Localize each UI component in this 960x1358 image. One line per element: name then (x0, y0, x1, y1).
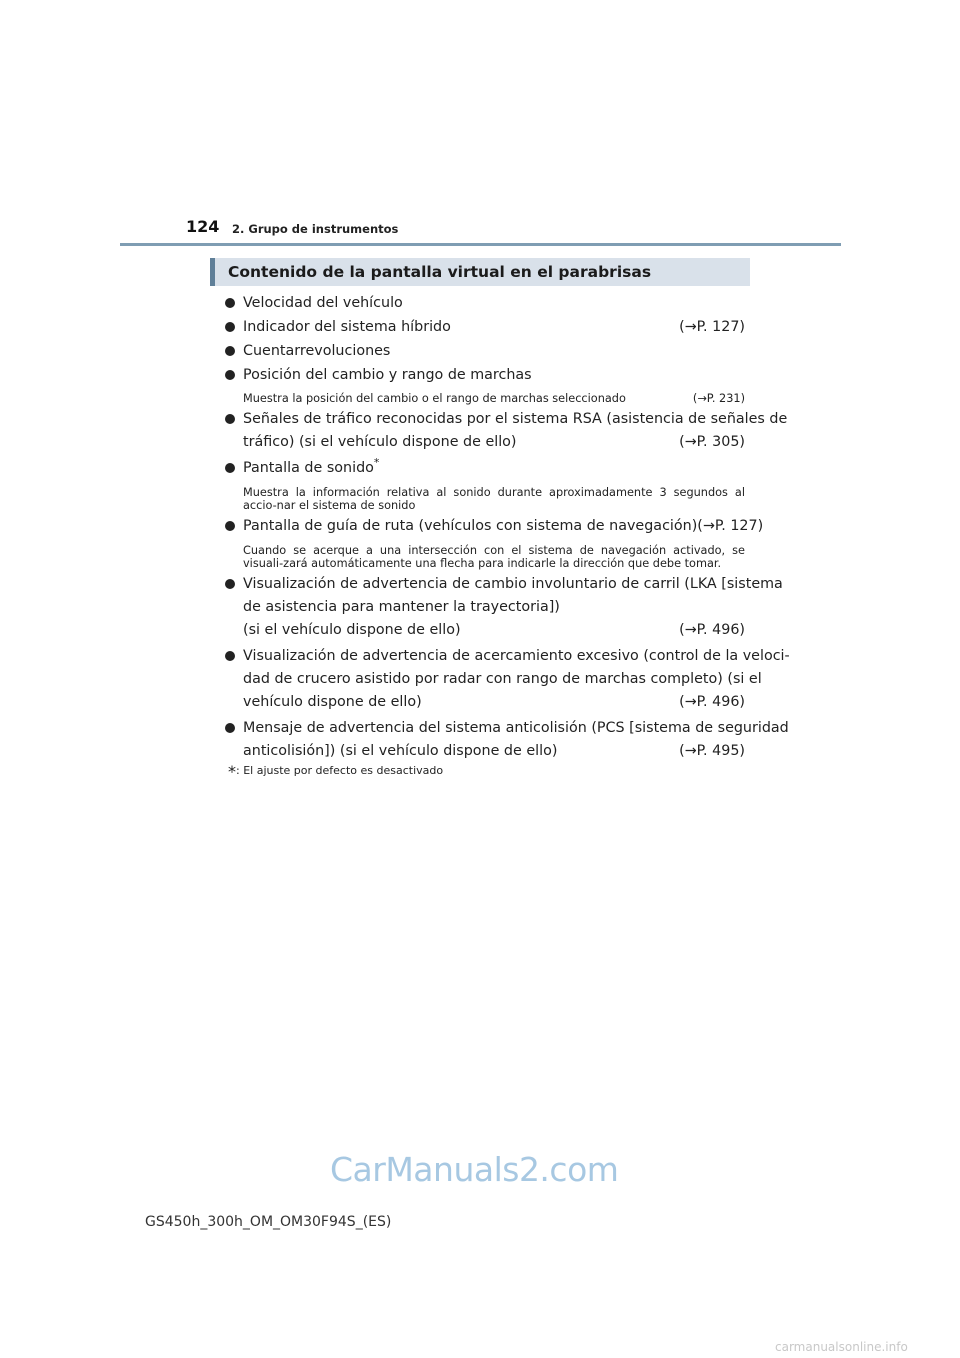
site-watermark: carmanualsonline.info (775, 1340, 908, 1354)
item-text: dad de crucero asistido por radar con rango de marchas completo) (si el (243, 671, 762, 687)
list-item (225, 573, 783, 642)
bullet-icon (225, 322, 235, 332)
item-note: Cuando se acerque a una intersección con el sistema de navegación activado, se visuali-zará automáticamente una flecha para indicarle la dirección que debe tomar. (243, 544, 745, 570)
section-title: Contenido de la pantalla virtual en el parabrisas (228, 263, 652, 281)
list-item (225, 316, 745, 339)
chapter-title: 2. Grupo de instrumentos (232, 222, 399, 236)
item-text: Mensaje de advertencia del sistema anticolisión (PCS [sistema de seguridad (243, 720, 789, 736)
item-text: Visualización de advertencia de acercamiento excesivo (control de la veloci- (243, 648, 790, 664)
bullet-icon (225, 414, 235, 424)
footnote-mark: * (373, 456, 380, 470)
item-text: Velocidad del vehículo (243, 295, 403, 311)
list-item (225, 457, 745, 480)
document-code: GS450h_300h_OM_OM30F94S_(ES) (145, 1214, 392, 1230)
page-reference: (→P. 127) (679, 319, 745, 335)
footnote (228, 762, 443, 781)
watermark-logo: CarManuals2.com (330, 1150, 619, 1189)
page-reference: (→P. 231) (692, 392, 745, 405)
list-item (225, 340, 745, 363)
page-reference: (→P. 496) (679, 622, 745, 638)
bullet-icon (225, 723, 235, 733)
item-text: de asistencia para mantener la trayectoria]) (243, 599, 560, 615)
bullet-icon (225, 579, 235, 589)
list-item (225, 292, 745, 315)
item-text: Cuentarrevoluciones (243, 343, 391, 359)
list-item (225, 645, 790, 714)
item-note: Muestra la información relativa al sonido durante aproximadamente 3 segundos al accio-nar el sistema de sonido (243, 486, 745, 512)
bullet-icon (225, 346, 235, 356)
section-header (210, 258, 750, 286)
page-reference: (→P. 495) (679, 743, 745, 759)
page-reference: (→P. 127) (697, 518, 764, 534)
footnote-text: : El ajuste por defecto es desactivado (236, 764, 444, 777)
bullet-icon (225, 370, 235, 380)
item-text: (si el vehículo dispone de ello) (243, 622, 461, 638)
bullet-icon (225, 298, 235, 308)
bullet-icon (225, 651, 235, 661)
item-text: Señales de tráfico reconocidas por el sistema RSA (asistencia de señales de (243, 411, 788, 427)
item-note: Muestra la posición del cambio o el rango de marchas seleccionado (→P. 231) (243, 392, 745, 405)
page-reference: (→P. 305) (679, 434, 745, 450)
item-text: Posición del cambio y rango de marchas (243, 367, 532, 383)
item-text: tráfico) (si el vehículo dispone de ello) (243, 434, 517, 450)
list-item (225, 515, 764, 538)
header-rule (120, 243, 841, 246)
bullet-icon (225, 521, 235, 531)
list-item (225, 364, 745, 387)
page-number: 124 (186, 217, 220, 236)
list-item (225, 717, 789, 763)
footnote-mark: * (228, 762, 236, 781)
item-text: anticolisión]) (si el vehículo dispone de ello) (243, 743, 558, 759)
item-text: vehículo dispone de ello) (243, 694, 422, 710)
item-text: Pantalla de sonido (243, 460, 374, 476)
item-text: Indicador del sistema híbrido (243, 319, 451, 335)
item-text: Visualización de advertencia de cambio involuntario de carril (LKA [sistema (243, 576, 783, 592)
list-item (225, 408, 788, 454)
item-list (225, 292, 790, 763)
page-reference: (→P. 496) (679, 694, 745, 710)
bullet-icon (225, 463, 235, 473)
item-text: Pantalla de guía de ruta (vehículos con sistema de navegación) (243, 518, 698, 534)
